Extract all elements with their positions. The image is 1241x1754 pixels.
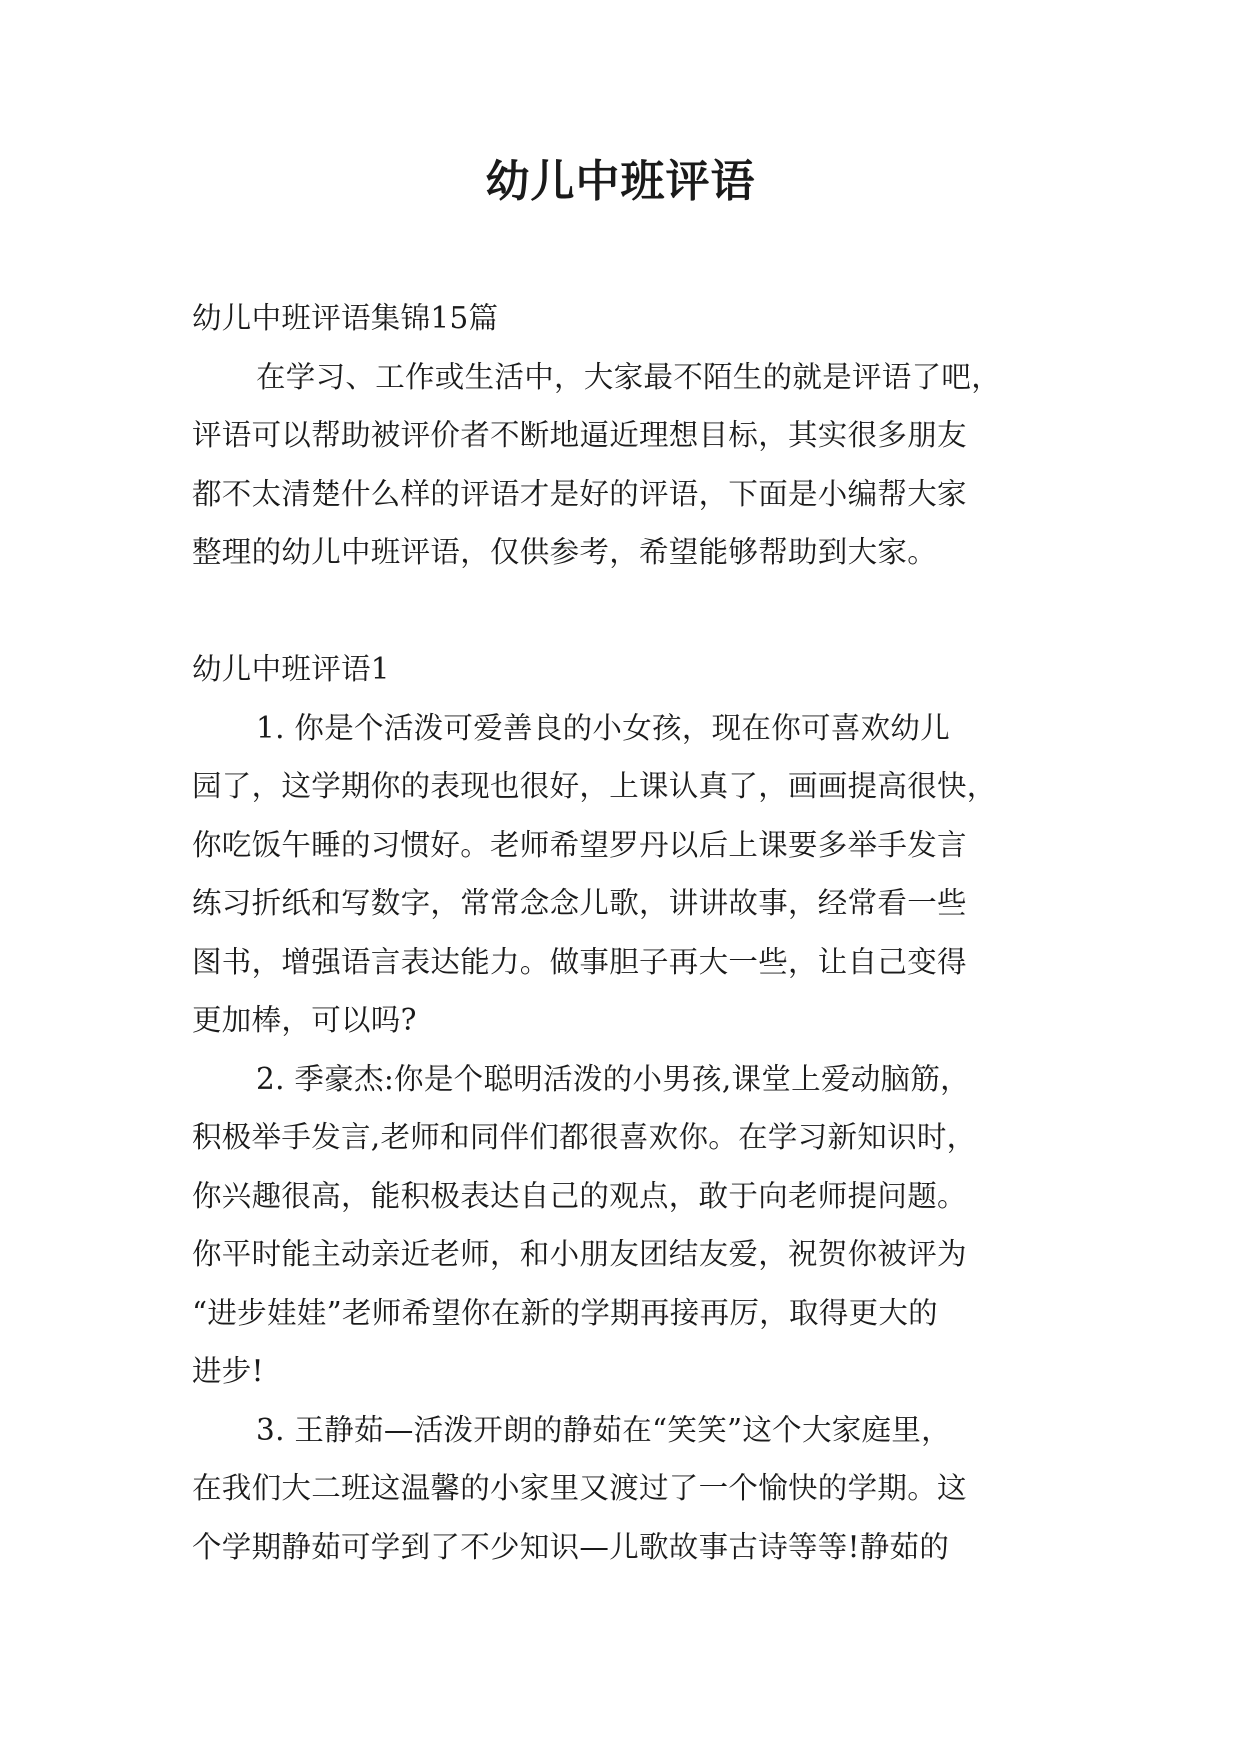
intro-line: 整理的幼儿中班评语，仅供参考，希望能够帮助到大家。 xyxy=(192,535,938,569)
intro-line: 都不太清楚什么样的评语才是好的评语，下面是小编帮大家 xyxy=(192,476,967,511)
item-2-line: 你平时能主动亲近老师，和小朋友团结友爱，祝贺你被评为 xyxy=(192,1237,967,1271)
item-3-line: 个学期静茹可学到了不少知识—儿歌故事古诗等等!静茹的 xyxy=(192,1529,950,1564)
item-3-line: 3. 王静茹—活泼开朗的静茹在“笑笑”这个大家庭里， xyxy=(256,1412,951,1447)
item-1-line: 练习折纸和写数字，常常念念儿歌，讲讲故事，经常看一些 xyxy=(192,886,967,920)
intro-line: 在学习、工作或生活中，大家最不陌生的就是评语了吧， xyxy=(256,359,1002,394)
item-1-line: 园了，这学期你的表现也很好，上课认真了，画画提高很快， xyxy=(192,769,997,803)
item-3-line: 在我们大二班这温馨的小家里又渡过了一个愉快的学期。这 xyxy=(192,1471,967,1505)
paragraph-gap xyxy=(192,582,1052,641)
document-body xyxy=(192,289,1052,1576)
item-2-line: “进步娃娃”老师希望你在新的学期再接再厉，取得更大的 xyxy=(192,1295,938,1330)
section-heading: 幼儿中班评语1 xyxy=(192,652,390,686)
document-subtitle: 幼儿中班评语集锦15篇 xyxy=(192,301,499,335)
item-2-line: 进步! xyxy=(192,1354,264,1388)
intro-line: 评语可以帮助被评价者不断地逼近理想目标，其实很多朋友 xyxy=(192,418,967,452)
item-1-line: 你吃饭午睡的习惯好。老师希望罗丹以后上课要多举手发言 xyxy=(192,827,967,862)
document-title: 幼儿中班评语 xyxy=(485,156,756,207)
item-2-line: 2. 季豪杰:你是个聪明活泼的小男孩,课堂上爱动脑筋， xyxy=(256,1061,970,1096)
item-1-line: 更加棒，可以吗? xyxy=(192,1003,417,1037)
item-1-line: 1. 你是个活泼可爱善良的小女孩，现在你可喜欢幼儿 xyxy=(256,710,951,745)
item-1-line: 图书，增强语言表达能力。做事胆子再大一些，让自己变得 xyxy=(192,944,967,979)
item-2-line: 积极举手发言,老师和同伴们都很喜欢你。在学习新知识时， xyxy=(192,1120,977,1154)
item-2-line: 你兴趣很高，能积极表达自己的观点，敢于向老师提问题。 xyxy=(192,1178,967,1213)
